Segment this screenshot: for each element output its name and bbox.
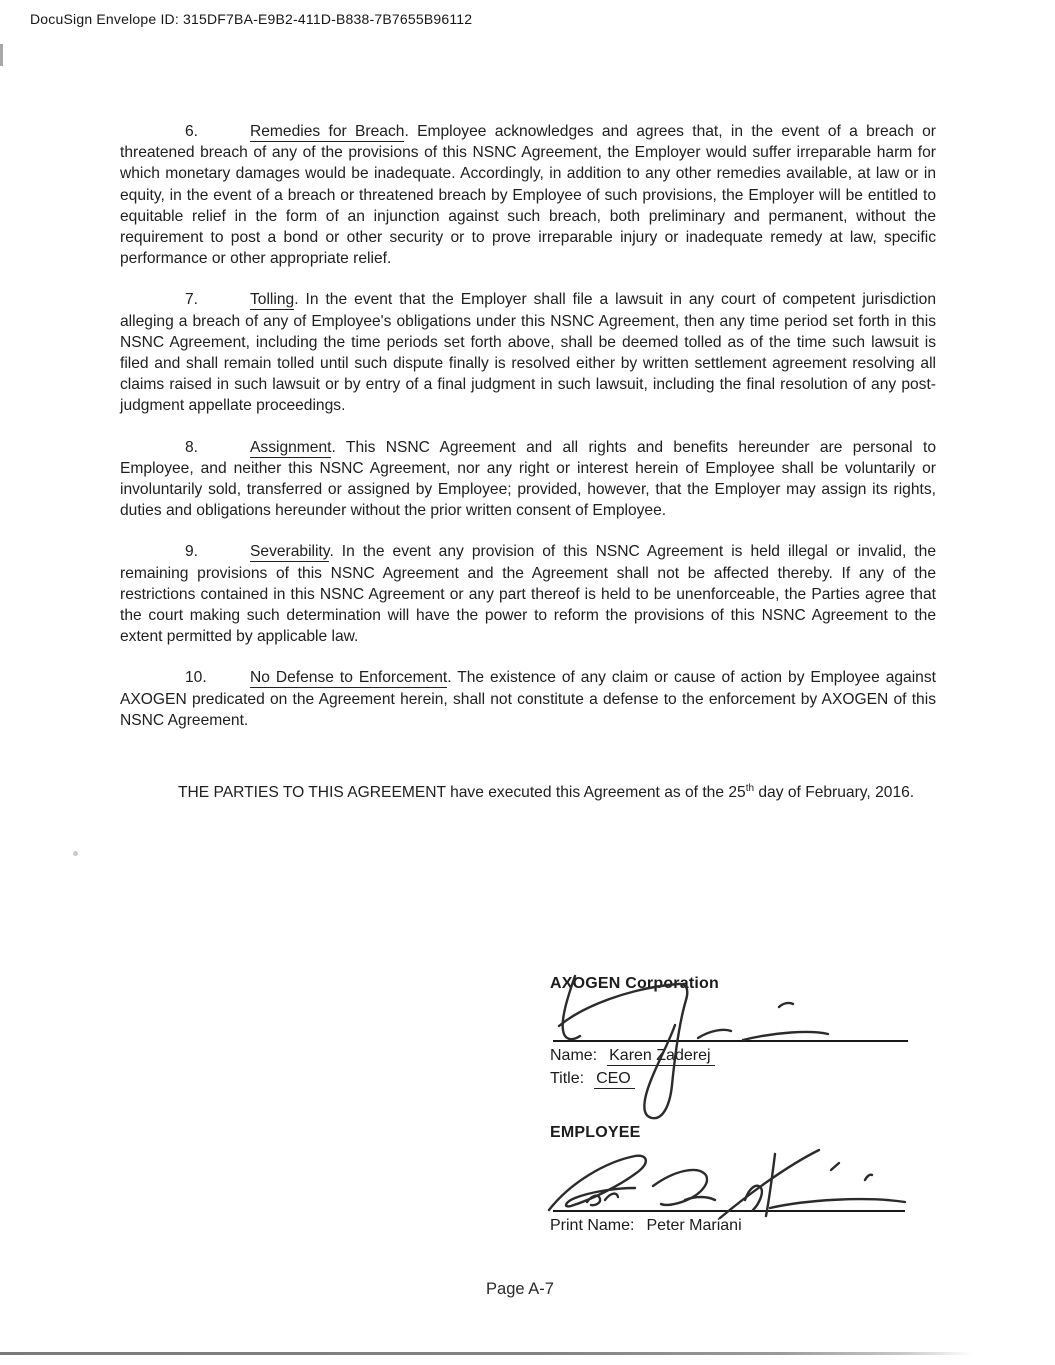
print-name-label: Print Name: [550,1217,635,1234]
section-body: . This NSNC Agreement and all rights and benefits hereunder are personal to Employee, and neither this NSNC Agreement, nor any right or interest herein of Employee shall be voluntarily or involuntarily sold, transferred or assigned by Employee; provided, however, that the Employer may assign its rights, duties and obligations hereunder without the prior written consent of Employee. [120,438,936,520]
print-name-value: Peter Mariani [646,1217,742,1234]
section-body: . In the event any provision of this NSNC Agreement is held illegal or invalid, the remaining provisions of this NSNC Agreement and the Agreement shall not be affected thereby. If any of the restrictions contained in this NSNC Agreement or any part thereof is held to be unenforceable, the Parties agree that the court making such determination will have the power to reform the provisions of this NSNC Agreement to the extent permitted by applicable law. [120,543,936,646]
company-signature-line [553,1040,908,1042]
name-value: Karen Zaderej [607,1047,714,1066]
section-severability [120,541,936,647]
section-heading: Remedies for Breach [250,123,405,140]
company-name-row [550,1047,715,1065]
company-name-heading: AXOGEN Corporation [550,975,719,992]
section-no-defense-to-enforcement [120,667,936,731]
section-body: . Employee acknowledges and agrees that, in the event of a breach or threatened breach of any of the provisions of this NSNC Agreement, the Employer would suffer irreparable harm for which monetary damages would be inadequate. Accordingly, in addition to any other remedies available, at law or in equity, in the event of a breach or threatened breach by Employee of such provisions, the Employer will be entitled to equitable relief in the form of an injunction against such breach, both preliminary and permanent, without the requirement to post a bond or other security or to prove irreparable injury or inadequate remedy at law, specific performance or other appropriate relief. [120,123,936,268]
scan-artifact-left [0,44,3,66]
section-number: 6. [185,123,199,140]
section-assignment [120,437,936,522]
execution-text-cont: day of February, 2016. [754,784,915,802]
section-body: . The existence of any claim or cause of action by Employee against AXOGEN predicated on the Agreement herein, shall not constitute a defense to the enforcement by AXOGEN of this NSNC Agreement. [120,669,936,729]
section-number: 8. [185,438,199,456]
scan-artifact-bottom [0,1352,972,1355]
employee-heading: EMPLOYEE [550,1124,641,1141]
company-title-row [550,1070,635,1088]
section-number: 10. [185,669,207,687]
execution-clause [120,782,936,803]
docusign-envelope-id: DocuSign Envelope ID: 315DF7BA-E9B2-411D-B838-7B7655B96112 [30,11,473,27]
section-remedies-for-breach [120,121,936,269]
section-tolling [120,289,936,416]
section-heading: Tolling [250,291,295,309]
section-number: 7. [185,291,199,309]
title-label: Title: [550,1070,585,1087]
scan-speck [73,851,78,856]
title-value: CEO [594,1070,635,1089]
employee-signature-line [553,1210,905,1212]
section-body: . In the event that the Employer shall file a lawsuit in any court of competent jurisdiction alleging a breach of any of Employee's obligations under this NSNC Agreement, then any time period set forth in this NSNC Agreement, including the time periods set forth above, shall be deemed tolled as of the time such lawsuit is filed and shall remain tolled until such dispute finally is resolved either by written settlement agreement resolving all claims raised in such lawsuit or by entry of a final judgment in such lawsuit, including the final resolution of any post-judgment appellate proceedings. [120,291,936,415]
employee-print-name-row [550,1217,742,1235]
section-heading: Assignment [250,438,332,456]
name-label: Name: [550,1047,598,1064]
execution-text: THE PARTIES TO THIS AGREEMENT have executed this Agreement as of the 25 [178,784,746,802]
section-heading: Severability [250,543,330,561]
document-body [120,121,936,803]
page-number: Page A-7 [486,1280,554,1298]
ordinal-superscript: th [745,782,755,794]
section-heading: No Defense to Enforcement [250,669,448,687]
section-number: 9. [185,543,199,561]
